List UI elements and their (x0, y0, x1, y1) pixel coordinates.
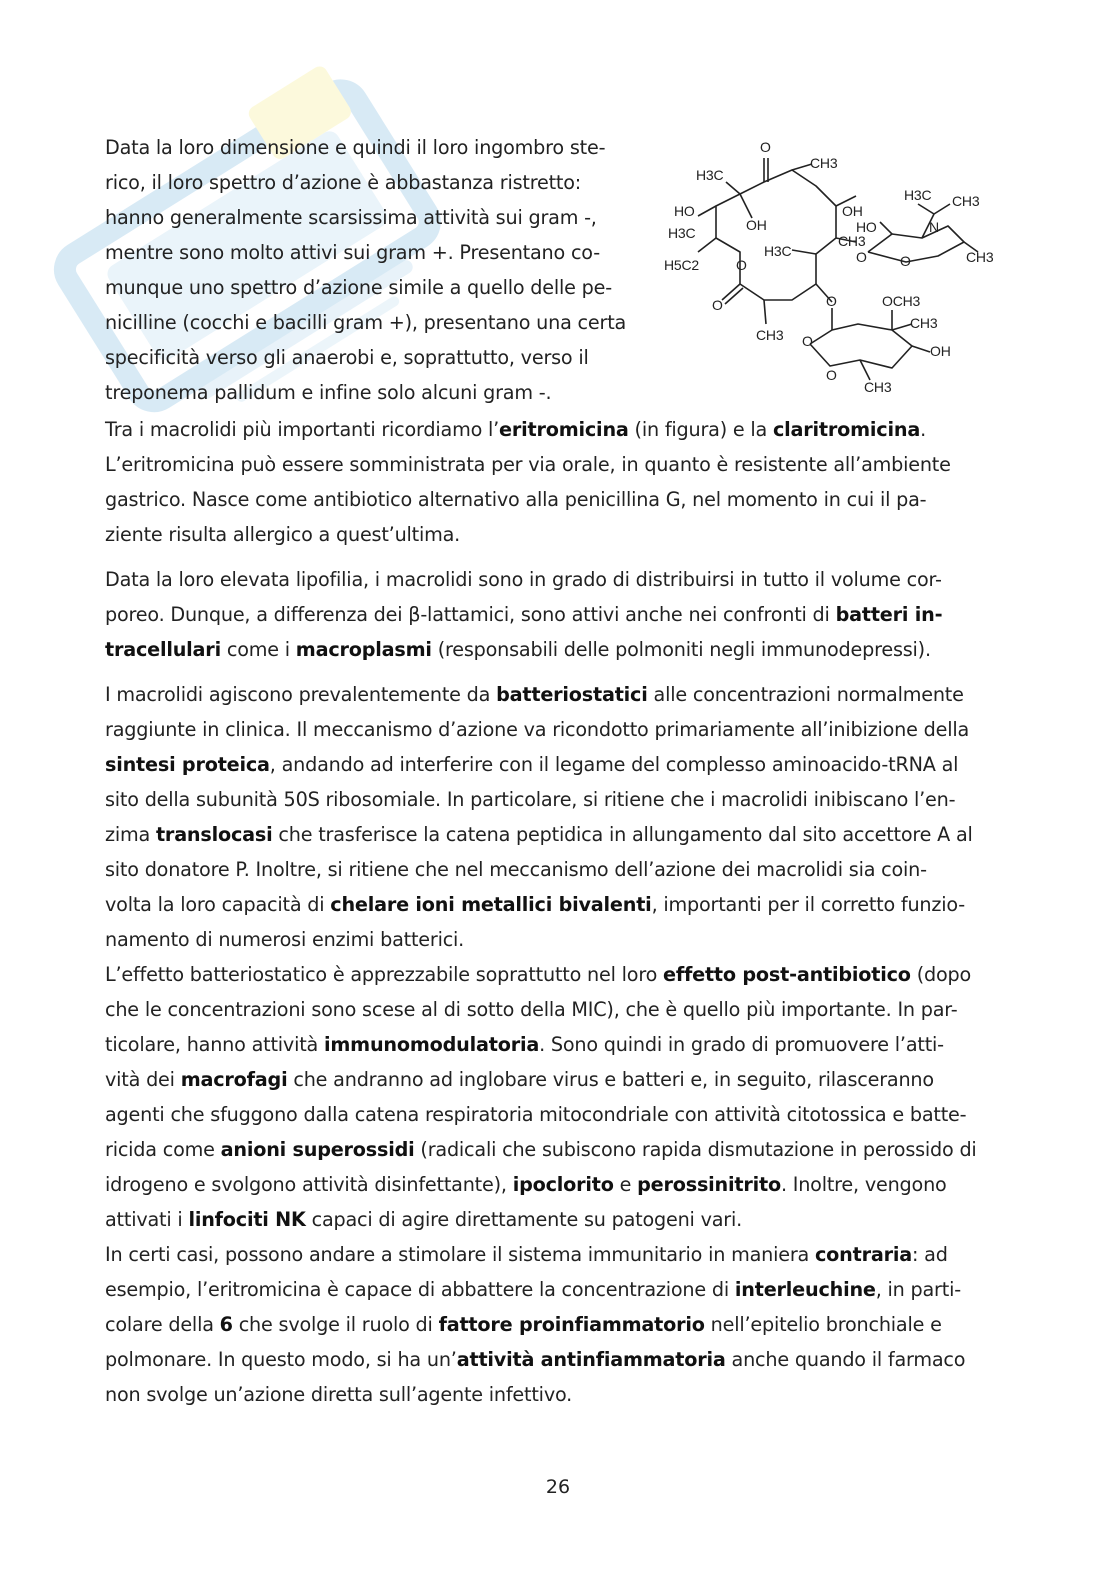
text-run: (responsabili delle polmoniti negli immunodepressi). (431, 638, 931, 661)
atom-label: H3C (696, 167, 724, 183)
text-run: ticolare, hanno attività (105, 1033, 324, 1056)
text-line: munque uno spettro d’azione simile a quello delle pe- (105, 276, 612, 299)
bold-term: immunomodulatoria (323, 1033, 540, 1056)
text-line (105, 922, 1005, 957)
atom-label: N (929, 219, 939, 235)
text-run: L’effetto batteriostatico è apprezzabile soprattutto nel loro (105, 963, 664, 986)
bold-term: anioni superossidi (220, 1138, 415, 1161)
text-run: . Sono quindi in grado di promuovere l’atti- (539, 1033, 944, 1056)
text-run: capaci di agire direttamente su patogeni vari. (305, 1208, 743, 1231)
atom-label: H3C (668, 225, 696, 241)
text-run: che svolge il ruolo di (232, 1313, 439, 1336)
text-run: : ad (911, 1243, 948, 1266)
paragraph (105, 957, 1005, 1237)
atom-label: HO (674, 203, 695, 219)
atom-label: O (802, 333, 813, 349)
bold-term: claritromicina (772, 418, 921, 441)
text-run: (dopo (910, 963, 972, 986)
text-run: (in figura) e la (628, 418, 773, 441)
text-run: agenti che sfuggono dalla catena respiratoria mitocondriale con attività citotossica e batte- (105, 1103, 967, 1126)
text-run: colare della (105, 1313, 220, 1336)
text-run: sito della subunità 50S ribosomiale. In particolare, si ritiene che i macrolidi inibiscano l’en- (105, 788, 956, 811)
text-run: L’eritromicina può essere somministrata per via orale, in quanto è resistente all’ambiente (105, 453, 951, 476)
text-line (105, 562, 1005, 597)
text-line (105, 852, 1005, 887)
text-run: attivati i (105, 1208, 189, 1231)
text-run: idrogeno e svolgono attività disinfettante), (105, 1173, 513, 1196)
text-run: sito donatore P. Inoltre, si ritiene che nel meccanismo dell’azione dei macrolidi sia coin- (105, 858, 927, 881)
paragraph (105, 1237, 1005, 1412)
text-run: Tra i macrolidi più importanti ricordiamo l’ (105, 418, 500, 441)
text-line (105, 1097, 1005, 1132)
text-line: specificità verso gli anaerobi e, soprattutto, verso il (105, 346, 589, 369)
bold-term: attività antinfiammatoria (456, 1348, 726, 1371)
text-line (105, 482, 1005, 517)
atom-label: O (856, 249, 867, 265)
text-line (105, 992, 1005, 1027)
text-run: ziente risulta allergico a quest’ultima. (105, 523, 461, 546)
bold-term: interleuchine (734, 1278, 876, 1301)
text-line (105, 677, 1005, 712)
text-line (105, 1202, 1005, 1237)
document-body (105, 130, 1005, 1412)
bold-term: macroplasmi (295, 638, 432, 661)
text-run: In certi casi, possono andare a stimolare il sistema immunitario in maniera (105, 1243, 815, 1266)
atom-label: CH3 (910, 315, 938, 331)
text-run: che andranno ad inglobare virus e batteri e, in seguito, rilasceranno (287, 1068, 934, 1091)
text-run: poreo. Dunque, a differenza dei β-lattamici, sono attivi anche nei confronti di (105, 603, 836, 626)
text-line (105, 412, 1005, 447)
bold-term: translocasi (155, 823, 273, 846)
page-number: 26 (545, 1476, 571, 1498)
atom-label: OCH3 (882, 293, 921, 309)
paragraph (105, 677, 1005, 957)
text-line (105, 517, 1005, 552)
text-line: Data la loro dimensione e quindi il loro ingombro ste- (105, 136, 606, 159)
atom-label: O (760, 139, 771, 155)
atom-label: CH3 (864, 379, 892, 395)
paragraph (105, 412, 1005, 552)
text-line: treponema pallidum e infine solo alcuni gram -. (105, 381, 552, 404)
erythromycin-structure-figure (660, 134, 994, 399)
text-run: alle concentrazioni normalmente (647, 683, 964, 706)
text-line: rico, il loro spettro d’azione è abbastanza ristretto: (105, 171, 582, 194)
bold-term: 6 (219, 1313, 233, 1336)
text-line (105, 817, 1005, 852)
text-line (105, 782, 1005, 817)
text-run: polmonare. In questo modo, si ha un’ (105, 1348, 457, 1371)
atom-label: O (826, 293, 837, 309)
text-run: , andando ad interferire con il legame del complesso aminoacido-tRNA al (269, 753, 959, 776)
text-run: come i (220, 638, 296, 661)
atom-label: CH3 (810, 155, 838, 171)
atom-label: O (826, 367, 837, 383)
atom-label: CH3 (966, 249, 994, 265)
bold-term: contraria (814, 1243, 912, 1266)
atom-label: H5C2 (664, 257, 699, 273)
bold-term: macrofagi (180, 1068, 288, 1091)
atom-label: CH3 (756, 327, 784, 343)
text-line (105, 1167, 1005, 1202)
text-run: vità dei (105, 1068, 181, 1091)
text-line (105, 447, 1005, 482)
text-run: volta la loro capacità di (105, 893, 331, 916)
text-run: che trasferisce la catena peptidica in allungamento dal sito accettore A al (272, 823, 973, 846)
atom-label: HO (856, 219, 877, 235)
text-line (105, 1062, 1005, 1097)
text-line (105, 1027, 1005, 1062)
text-run: . (920, 418, 926, 441)
text-run: . Inoltre, vengono (780, 1173, 947, 1196)
atom-label: OH (746, 217, 767, 233)
bold-term: effetto post-antibiotico (663, 963, 911, 986)
text-line (105, 887, 1005, 922)
text-line (105, 957, 1005, 992)
bold-term: ipoclorito (512, 1173, 614, 1196)
bold-term: sintesi proteica (105, 753, 270, 776)
text-run: nell’epitelio bronchiale e (704, 1313, 942, 1336)
bold-term: fattore proinfiammatorio (438, 1313, 705, 1336)
text-run: namento di numerosi enzimi batterici. (105, 928, 465, 951)
text-run: (radicali che subiscono rapida dismutazione in perossido di (414, 1138, 977, 1161)
text-line: nicilline (cocchi e bacilli gram +), presentano una certa (105, 311, 627, 334)
intro-section (105, 130, 1005, 412)
text-line (105, 1377, 1005, 1412)
body-paragraphs (105, 412, 1005, 1412)
text-line (105, 712, 1005, 747)
atom-label: O (736, 257, 747, 273)
text-line (105, 1342, 1005, 1377)
atom-label: OH (930, 343, 951, 359)
text-run: I macrolidi agiscono prevalentemente da (105, 683, 497, 706)
text-run: , in parti- (875, 1278, 961, 1301)
atom-label: OH (842, 203, 863, 219)
text-line (105, 1272, 1005, 1307)
text-line (105, 747, 1005, 782)
text-run: ricida come (105, 1138, 221, 1161)
text-run: zima (105, 823, 156, 846)
atom-label: O (900, 253, 911, 269)
text-run: e (613, 1173, 638, 1196)
text-line (105, 597, 1005, 632)
text-line (105, 1237, 1005, 1272)
bold-term: batteriostatici (496, 683, 648, 706)
atom-label: H3C (764, 243, 792, 259)
text-line (105, 1132, 1005, 1167)
text-run: raggiunte in clinica. Il meccanismo d’azione va ricondotto primariamente all’inibizione della (105, 718, 970, 741)
bold-term: eritromicina (499, 418, 629, 441)
text-line (105, 1307, 1005, 1342)
atom-label: CH3 (838, 233, 866, 249)
atom-label: O (712, 297, 723, 313)
atom-label: CH3 (952, 193, 980, 209)
bold-term: tracellulari (105, 638, 221, 661)
text-run: , importanti per il corretto funzio- (651, 893, 966, 916)
bold-term: linfociti NK (188, 1208, 306, 1231)
atom-label: H3C (904, 187, 932, 203)
bold-term: perossinitrito (637, 1173, 781, 1196)
text-line: mentre sono molto attivi sui gram +. Presentano co- (105, 241, 600, 264)
text-run: esempio, l’eritromicina è capace di abbattere la concentrazione di (105, 1278, 735, 1301)
bold-term: batteri in- (835, 603, 943, 626)
text-line: hanno generalmente scarsissima attività sui gram -, (105, 206, 597, 229)
text-run: che le concentrazioni sono scese al di sotto della MIC), che è quello più importante. In par- (105, 998, 958, 1021)
text-run: anche quando il farmaco (725, 1348, 966, 1371)
paragraph (105, 562, 1005, 667)
text-run: gastrico. Nasce come antibiotico alternativo alla penicillina G, nel momento in cui il pa- (105, 488, 927, 511)
bold-term: chelare ioni metallici bivalenti (330, 893, 652, 916)
intro-paragraph (105, 130, 645, 410)
text-run: Data la loro elevata lipofilia, i macrolidi sono in grado di distribuirsi in tutto il volume cor- (105, 568, 942, 591)
text-line (105, 632, 1005, 667)
text-run: non svolge un’azione diretta sull’agente infettivo. (105, 1383, 573, 1406)
